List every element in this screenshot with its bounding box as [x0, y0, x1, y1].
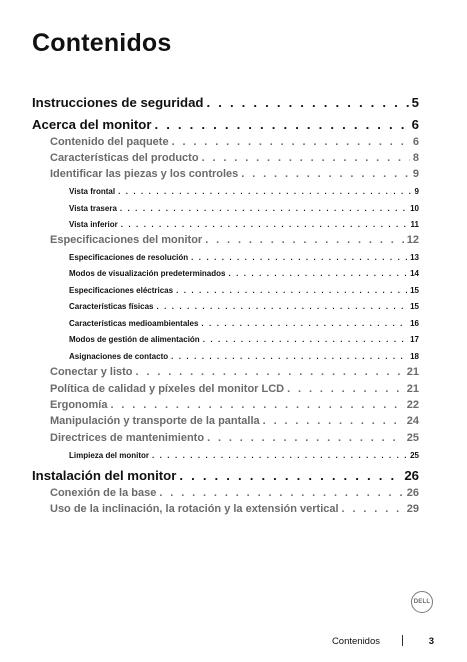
toc-entry-title: Conexión de la base: [50, 487, 157, 499]
toc-entry[interactable]: [50, 366, 419, 381]
toc-leader-dots: [202, 152, 410, 164]
toc-entry-page: 17: [410, 335, 419, 344]
toc-leader-dots: [159, 487, 403, 499]
footer-divider: [402, 635, 403, 646]
toc-entry[interactable]: [69, 253, 419, 265]
toc-leader-dots: [263, 415, 404, 427]
toc-entry-page: 15: [410, 286, 419, 295]
toc-entry[interactable]: [50, 399, 419, 414]
toc-leader-dots: [201, 319, 407, 328]
toc-entry-title: Características del producto: [50, 152, 199, 164]
toc-entry-page: 16: [410, 319, 419, 328]
toc-entry-title: Identificar las piezas y los controles: [50, 168, 239, 180]
page-title: Contenidos: [32, 29, 172, 57]
toc-entry-page: 18: [410, 352, 419, 361]
toc-entry-title: Política de calidad y píxeles del monitor LCD: [50, 383, 285, 395]
toc-entry[interactable]: [50, 432, 419, 447]
toc-entry-title: Especificaciones de resolución: [69, 253, 189, 262]
toc-leader-dots: [191, 253, 407, 262]
toc-entry-page: 6: [411, 117, 419, 132]
dell-logo: DELL: [411, 591, 433, 613]
toc-entry[interactable]: [32, 117, 419, 135]
toc-entry[interactable]: [50, 168, 419, 183]
toc-entry-page: 10: [410, 204, 419, 213]
toc-entry[interactable]: [50, 136, 419, 151]
toc-leader-dots: [203, 335, 407, 344]
toc-entry[interactable]: [69, 220, 419, 232]
toc-entry-title: Vista trasera: [69, 204, 117, 213]
toc-entry-page: 24: [406, 415, 419, 427]
toc-leader-dots: [154, 117, 408, 132]
toc-entry-title: Modos de visualización predeterminados: [69, 269, 226, 278]
toc-entry-title: Contenido del paquete: [50, 136, 169, 148]
toc-entry-page: 25: [410, 451, 419, 460]
toc-entry-title: Características físicas: [69, 302, 154, 311]
toc-entry-page: 5: [411, 95, 419, 110]
toc-entry-title: Vista frontal: [69, 187, 116, 196]
toc-leader-dots: [118, 187, 411, 196]
toc-entry-title: Ergonomía: [50, 399, 108, 411]
toc-entry[interactable]: [69, 187, 419, 199]
toc-entry[interactable]: [50, 152, 419, 167]
toc-entry-title: Modos de gestión de alimentación: [69, 335, 200, 344]
toc-entry[interactable]: [69, 335, 419, 347]
toc-entry[interactable]: [50, 503, 419, 518]
toc-entry-title: Limpieza del monitor: [69, 451, 150, 460]
toc-entry-page: 6: [412, 136, 419, 148]
toc-entry-title: Vista inferior: [69, 220, 118, 229]
toc-entry[interactable]: [50, 234, 419, 249]
toc-entry-title: Acerca del monitor: [32, 117, 152, 132]
toc-entry[interactable]: [50, 487, 419, 502]
toc-leader-dots: [121, 220, 408, 229]
toc-leader-dots: [136, 366, 404, 378]
toc-leader-dots: [172, 136, 410, 148]
toc-entry-page: 21: [406, 383, 419, 395]
toc-leader-dots: [110, 399, 403, 411]
toc-leader-dots: [241, 168, 410, 180]
toc-leader-dots: [206, 95, 408, 110]
toc-entry[interactable]: [69, 286, 419, 298]
toc-leader-dots: [207, 432, 404, 444]
toc-entry-page: 21: [406, 366, 419, 378]
toc-entry-page: 15: [410, 302, 419, 311]
toc-entry-page: 9: [414, 187, 419, 196]
toc-leader-dots: [120, 204, 407, 213]
toc-entry-page: 9: [412, 168, 419, 180]
toc-entry-page: 29: [406, 503, 419, 515]
toc-entry-page: 25: [406, 432, 419, 444]
toc-entry-title: Manipulación y transporte de la pantalla: [50, 415, 260, 427]
toc-leader-dots: [342, 503, 404, 515]
toc-entry-page: 13: [410, 253, 419, 262]
toc-leader-dots: [179, 468, 401, 483]
toc-leader-dots: [205, 234, 404, 246]
toc-leader-dots: [287, 383, 404, 395]
toc-leader-dots: [176, 286, 407, 295]
toc-entry-title: Instalación del monitor: [32, 468, 177, 483]
toc-entry[interactable]: [32, 95, 419, 113]
toc-entry-title: Especificaciones eléctricas: [69, 286, 174, 295]
toc-entry[interactable]: [69, 451, 419, 463]
toc-entry-page: 26: [406, 487, 419, 499]
toc-entry-page: 8: [412, 152, 419, 164]
toc-entry-page: 12: [406, 234, 419, 246]
toc-entry-page: 22: [406, 399, 419, 411]
toc-leader-dots: [157, 302, 408, 311]
toc-entry-title: Especificaciones del monitor: [50, 234, 203, 246]
toc-entry[interactable]: [50, 415, 419, 430]
toc-entry-title: Instrucciones de seguridad: [32, 95, 204, 110]
toc-entry-title: Asignaciones de contacto: [69, 352, 169, 361]
toc-entry[interactable]: [69, 204, 419, 216]
toc-leader-dots: [171, 352, 407, 361]
toc-entry[interactable]: [69, 319, 419, 331]
toc-leader-dots: [152, 451, 407, 460]
toc-entry[interactable]: [32, 468, 419, 486]
toc-entry-title: Características medioambientales: [69, 319, 199, 328]
toc-leader-dots: [228, 269, 407, 278]
footer-section-label: Contenidos: [331, 636, 380, 647]
toc-entry[interactable]: [50, 383, 419, 398]
toc-entry[interactable]: [69, 269, 419, 281]
toc-entry[interactable]: [69, 352, 419, 364]
toc-entry[interactable]: [69, 302, 419, 314]
toc-entry-title: Uso de la inclinación, la rotación y la extensión vertical: [50, 503, 339, 515]
toc-entry-title: Directrices de mantenimiento: [50, 432, 205, 444]
toc-entry-page: 11: [410, 220, 419, 229]
toc-entry-title: Conectar y listo: [50, 366, 133, 378]
footer-page-number: 3: [428, 636, 434, 647]
toc-entry-page: 14: [410, 269, 419, 278]
toc-entry-page: 26: [404, 468, 419, 483]
